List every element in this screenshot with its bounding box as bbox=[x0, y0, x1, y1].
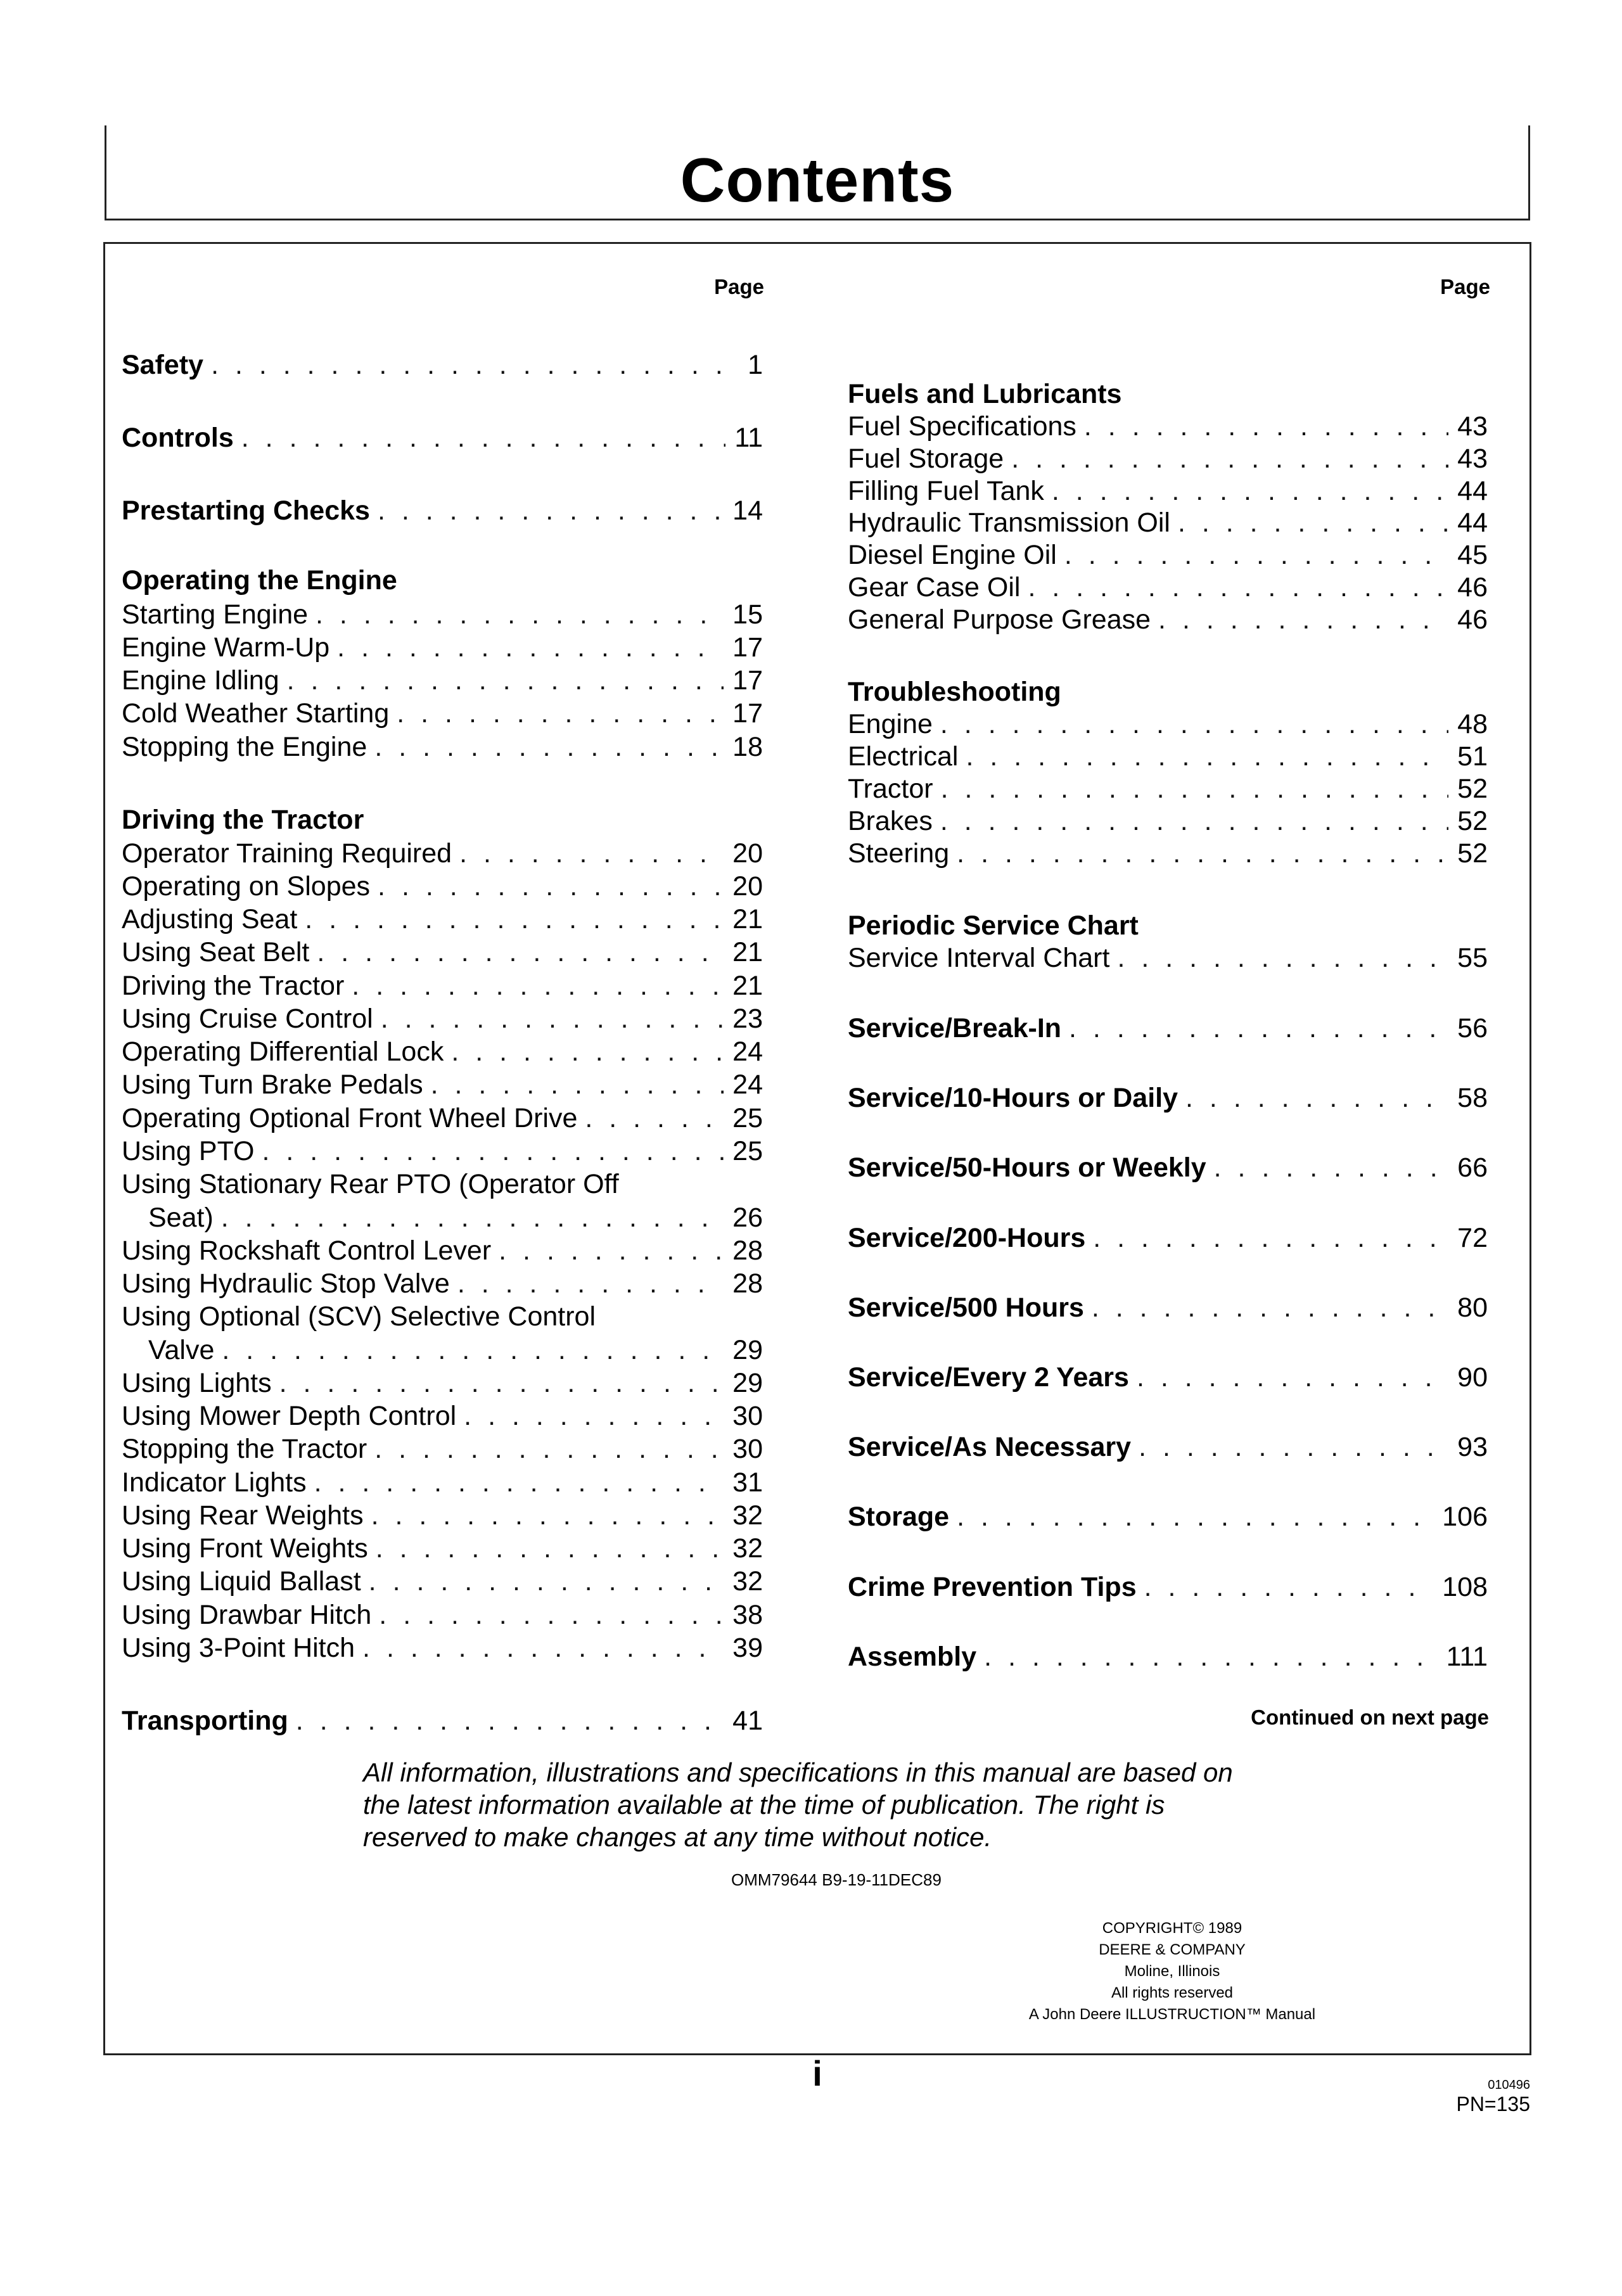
toc-entry-label: Hydraulic Transmission Oil bbox=[848, 507, 1170, 538]
toc-entry-page: 20 bbox=[732, 871, 763, 902]
toc-entry-page: 43 bbox=[1457, 443, 1488, 474]
dot-leader bbox=[431, 1068, 724, 1101]
toc-entry-page: 38 bbox=[732, 1600, 763, 1630]
notice-line: reserved to make changes at any time without notice. bbox=[363, 1822, 992, 1852]
dot-leader bbox=[957, 1500, 1433, 1533]
toc-entry-page: 72 bbox=[1457, 1223, 1488, 1253]
toc-entry[interactable] bbox=[122, 1068, 763, 1101]
toc-entry-label: Driving the Tractor bbox=[122, 971, 345, 1001]
toc-entry[interactable] bbox=[122, 421, 763, 454]
copyright-line: A John Deere ILLUSTRUCTION™ Manual bbox=[1028, 2006, 1316, 2023]
toc-entry-label: Service/10-Hours or Daily bbox=[848, 1083, 1178, 1113]
toc-entry-page: 17 bbox=[732, 665, 763, 696]
toc-entry[interactable] bbox=[122, 1267, 763, 1300]
toc-entry-page: 32 bbox=[732, 1500, 763, 1531]
toc-entry-page: 23 bbox=[732, 1004, 763, 1034]
document-reference: OMM79644 B9-19-11DEC89 bbox=[731, 1870, 942, 1889]
toc-entry-page: 17 bbox=[732, 698, 763, 729]
dot-leader bbox=[940, 805, 1448, 838]
toc-entry-page: 32 bbox=[732, 1566, 763, 1597]
toc-entry-page: 41 bbox=[732, 1706, 763, 1736]
toc-entry-label: Electrical bbox=[848, 741, 959, 772]
dot-leader bbox=[305, 903, 724, 936]
toc-entry-label: Prestarting Checks bbox=[122, 495, 370, 526]
dot-leader bbox=[362, 1631, 724, 1664]
toc-entry-page: 51 bbox=[1457, 741, 1488, 772]
dot-leader bbox=[941, 772, 1449, 805]
toc-entry-page: 80 bbox=[1457, 1292, 1488, 1323]
toc-entry[interactable] bbox=[122, 1532, 763, 1565]
toc-entry-page: 90 bbox=[1457, 1362, 1488, 1393]
toc-section-heading: Troubleshooting bbox=[848, 677, 1061, 707]
toc-entry-page: 21 bbox=[732, 904, 763, 934]
dot-leader bbox=[287, 664, 724, 697]
dot-leader bbox=[1139, 1431, 1448, 1464]
toc-entry-label: Using Front Weights bbox=[122, 1533, 368, 1564]
toc-entry[interactable] bbox=[148, 1334, 763, 1367]
toc-entry-label: Diesel Engine Oil bbox=[848, 540, 1057, 570]
dot-leader bbox=[369, 1565, 724, 1598]
toc-entry-label: Using Rockshaft Control Lever bbox=[122, 1235, 492, 1266]
toc-entry[interactable] bbox=[122, 1704, 763, 1737]
dot-leader bbox=[1064, 539, 1448, 571]
toc-entry-label: Operating on Slopes bbox=[122, 871, 371, 902]
toc-entry[interactable] bbox=[848, 442, 1488, 475]
toc-entry-label: Using Liquid Ballast bbox=[122, 1566, 361, 1597]
dot-leader bbox=[1093, 1221, 1448, 1254]
toc-entry-label: Storage bbox=[848, 1502, 950, 1532]
toc-entry[interactable] bbox=[122, 1466, 763, 1499]
dot-leader bbox=[1144, 1571, 1434, 1604]
toc-entry[interactable] bbox=[848, 805, 1488, 838]
toc-entry-page: 28 bbox=[732, 1235, 763, 1266]
toc-entry-page: 111 bbox=[1446, 1642, 1488, 1672]
toc-entry[interactable] bbox=[848, 1221, 1488, 1254]
dot-leader bbox=[1185, 1081, 1448, 1114]
toc-entry[interactable] bbox=[848, 1431, 1488, 1464]
dot-leader bbox=[378, 494, 724, 527]
toc-entry[interactable] bbox=[848, 772, 1488, 805]
dot-leader bbox=[221, 1201, 724, 1234]
toc-entry-label: Starting Engine bbox=[122, 599, 309, 630]
toc-entry-label: Fuel Storage bbox=[848, 443, 1004, 474]
toc-entry-label: Valve bbox=[148, 1335, 215, 1365]
toc-entry[interactable] bbox=[848, 941, 1488, 974]
toc-entry[interactable] bbox=[122, 730, 763, 763]
dot-leader bbox=[1137, 1361, 1448, 1394]
page-column-header-right: Page bbox=[1440, 275, 1490, 298]
toc-entry-label: Service/50-Hours or Weekly bbox=[848, 1152, 1206, 1183]
toc-entry-label: Cold Weather Starting bbox=[122, 698, 390, 729]
copyright-block bbox=[950, 1918, 1394, 2025]
toc-entry[interactable] bbox=[122, 1400, 763, 1432]
toc-entry-label: Safety bbox=[122, 350, 204, 380]
toc-entry-page: 52 bbox=[1457, 774, 1488, 804]
toc-entry-label: Fuel Specifications bbox=[848, 411, 1076, 442]
toc-entry-page: 52 bbox=[1457, 838, 1488, 869]
toc-entry-page: 66 bbox=[1457, 1152, 1488, 1183]
toc-entry[interactable] bbox=[848, 1081, 1488, 1114]
dot-leader bbox=[966, 740, 1448, 773]
toc-entry[interactable] bbox=[122, 1565, 763, 1598]
toc-entry-page: 39 bbox=[732, 1633, 763, 1663]
dot-leader bbox=[1178, 506, 1448, 539]
toc-entry[interactable] bbox=[122, 494, 763, 527]
toc-entry[interactable] bbox=[848, 539, 1488, 571]
toc-entry-page: 24 bbox=[732, 1036, 763, 1067]
toc-entry[interactable] bbox=[848, 475, 1488, 507]
toc-entry-page: 32 bbox=[732, 1533, 763, 1564]
toc-entry-label: Controls bbox=[122, 423, 234, 453]
toc-entry-label: Service/200-Hours bbox=[848, 1223, 1086, 1253]
toc-entry-label: Using Seat Belt bbox=[122, 937, 310, 967]
toc-entry[interactable] bbox=[848, 571, 1488, 604]
toc-entry[interactable] bbox=[122, 837, 763, 870]
toc-entry-page: 106 bbox=[1442, 1502, 1488, 1532]
dot-leader bbox=[984, 1640, 1437, 1673]
toc-entry-label: Using Stationary Rear PTO (Operator Off bbox=[122, 1169, 619, 1199]
toc-entry-label: Engine Idling bbox=[122, 665, 279, 696]
toc-entry[interactable] bbox=[848, 708, 1488, 741]
toc-entry-label: Service/Break-In bbox=[848, 1013, 1062, 1043]
toc-entry-label: Using Hydraulic Stop Valve bbox=[122, 1268, 450, 1299]
toc-entry-label: Engine bbox=[848, 709, 933, 739]
toc-entry-page: 44 bbox=[1457, 476, 1488, 506]
dot-leader bbox=[279, 1367, 724, 1400]
toc-entry-page: 17 bbox=[732, 632, 763, 663]
toc-entry-label: Crime Prevention Tips bbox=[848, 1572, 1137, 1602]
toc-entry-page: 45 bbox=[1457, 540, 1488, 570]
dot-leader bbox=[397, 697, 724, 730]
toc-entry[interactable] bbox=[848, 506, 1488, 539]
toc-entry-page: 30 bbox=[732, 1434, 763, 1464]
toc-entry[interactable] bbox=[848, 410, 1488, 443]
toc-entry-label: Operating Differential Lock bbox=[122, 1036, 444, 1067]
dot-leader bbox=[1069, 1012, 1448, 1045]
toc-entry[interactable] bbox=[122, 1631, 763, 1664]
dot-leader bbox=[464, 1400, 724, 1432]
dot-leader bbox=[940, 708, 1448, 741]
copyright-line: COPYRIGHT© 1989 bbox=[1102, 1920, 1242, 1937]
toc-entry-label: Service/Every 2 Years bbox=[848, 1362, 1129, 1393]
toc-entry[interactable] bbox=[122, 1102, 763, 1135]
dot-leader bbox=[352, 969, 724, 1002]
toc-entry-label: Steering bbox=[848, 838, 950, 869]
dot-leader bbox=[337, 631, 724, 664]
toc-entry-label: Service/500 Hours bbox=[848, 1292, 1084, 1323]
toc-entry-label: Using Mower Depth Control bbox=[122, 1401, 457, 1431]
dot-leader bbox=[1214, 1151, 1449, 1184]
toc-entry-page: 21 bbox=[732, 937, 763, 967]
dot-leader bbox=[381, 1002, 724, 1035]
toc-entry[interactable] bbox=[122, 1234, 763, 1267]
toc-entry[interactable] bbox=[848, 1291, 1488, 1324]
toc-entry-label: Using Optional (SCV) Selective Control bbox=[122, 1301, 596, 1332]
toc-entry[interactable] bbox=[848, 1151, 1488, 1184]
toc-entry-page: 55 bbox=[1457, 943, 1488, 973]
dot-leader bbox=[316, 598, 724, 631]
notice-line: All information, illustrations and specifications in this manual are based on bbox=[363, 1757, 1233, 1787]
toc-entry[interactable] bbox=[122, 1499, 763, 1532]
toc-entry[interactable] bbox=[122, 1135, 763, 1168]
dot-leader bbox=[1092, 1291, 1448, 1324]
dot-leader bbox=[262, 1135, 724, 1168]
toc-section-heading: Fuels and Lubricants bbox=[848, 379, 1122, 409]
dot-leader bbox=[1084, 410, 1448, 443]
toc-entry-page: 14 bbox=[732, 495, 763, 526]
disclaimer-notice bbox=[363, 1756, 1313, 1853]
toc-entry[interactable] bbox=[848, 1500, 1488, 1533]
toc-entry-label: Operating Optional Front Wheel Drive bbox=[122, 1103, 578, 1133]
dot-leader bbox=[378, 870, 724, 903]
toc-section-heading: Operating the Engine bbox=[122, 565, 397, 596]
toc-entry-label: Filling Fuel Tank bbox=[848, 476, 1044, 506]
toc-entry-page: 58 bbox=[1457, 1083, 1488, 1113]
toc-entry[interactable] bbox=[122, 697, 763, 730]
toc-entry-label: Service/As Necessary bbox=[848, 1432, 1132, 1462]
dot-leader bbox=[296, 1704, 724, 1737]
toc-entry[interactable] bbox=[122, 903, 763, 936]
toc-entry-page: 28 bbox=[732, 1268, 763, 1299]
toc-entry[interactable] bbox=[122, 1598, 763, 1631]
toc-entry-label: Stopping the Tractor bbox=[122, 1434, 367, 1464]
dot-leader bbox=[457, 1267, 724, 1300]
toc-entry[interactable] bbox=[122, 348, 763, 381]
toc-entry[interactable] bbox=[122, 1002, 763, 1035]
toc-entry-page: 31 bbox=[732, 1467, 763, 1498]
title-box bbox=[105, 125, 1530, 220]
toc-entry-page: 93 bbox=[1457, 1432, 1488, 1462]
toc-entry-label: Using Turn Brake Pedals bbox=[122, 1069, 423, 1100]
page-number: i bbox=[812, 2053, 822, 2093]
toc-entry-page: 21 bbox=[732, 971, 763, 1001]
toc-entry-page: 29 bbox=[732, 1368, 763, 1398]
dot-leader bbox=[211, 348, 739, 381]
dot-leader bbox=[1028, 571, 1448, 604]
toc-entry-page: 25 bbox=[732, 1136, 763, 1166]
dot-leader bbox=[379, 1598, 724, 1631]
toc-entry[interactable] bbox=[122, 1367, 763, 1400]
dot-leader bbox=[376, 1532, 724, 1565]
toc-entry-label: Assembly bbox=[848, 1642, 977, 1672]
toc-entry-page: 56 bbox=[1457, 1013, 1488, 1043]
dot-leader bbox=[374, 730, 724, 763]
dot-leader bbox=[222, 1334, 724, 1367]
toc-entry[interactable] bbox=[848, 1640, 1488, 1673]
toc-entry-label: Engine Warm-Up bbox=[122, 632, 330, 663]
toc-entry-page: 30 bbox=[732, 1401, 763, 1431]
dot-leader bbox=[241, 421, 726, 454]
dot-leader bbox=[374, 1432, 724, 1465]
toc-entry-page: 15 bbox=[732, 599, 763, 630]
toc-entry-page: 11 bbox=[734, 423, 763, 453]
toc-entry[interactable] bbox=[148, 1201, 763, 1234]
toc-entry-label: Seat) bbox=[148, 1202, 214, 1233]
dot-leader bbox=[1052, 475, 1448, 507]
toc-entry[interactable] bbox=[848, 1571, 1488, 1604]
toc-entry-label: General Purpose Grease bbox=[848, 604, 1151, 635]
toc-entry[interactable] bbox=[122, 1035, 763, 1068]
dot-leader bbox=[1117, 941, 1448, 974]
toc-entry-page: 20 bbox=[732, 838, 763, 869]
toc-entry[interactable] bbox=[848, 1361, 1488, 1394]
toc-entry-page: 24 bbox=[732, 1069, 763, 1100]
dot-leader bbox=[459, 837, 724, 870]
toc-entry-label: Stopping the Engine bbox=[122, 732, 367, 762]
page-column-header-left: Page bbox=[714, 275, 764, 298]
continued-note: Continued on next page bbox=[1251, 1706, 1489, 1729]
toc-section-heading: Periodic Service Chart bbox=[848, 910, 1139, 941]
toc-entry-page: 108 bbox=[1442, 1572, 1488, 1602]
notice-line: the latest information available at the time of publication. The right is bbox=[363, 1790, 1165, 1820]
toc-entry-label: Using Cruise Control bbox=[122, 1004, 373, 1034]
toc-entry-label: Transporting bbox=[122, 1706, 288, 1736]
toc-entry-page: 48 bbox=[1457, 709, 1488, 739]
dot-leader bbox=[317, 936, 724, 969]
toc-entry-label: Using Rear Weights bbox=[122, 1500, 364, 1531]
toc-entry-page: 26 bbox=[732, 1202, 763, 1233]
toc-entry[interactable] bbox=[848, 837, 1488, 870]
toc-entry-page: 1 bbox=[748, 350, 763, 380]
toc-entry-page: 25 bbox=[732, 1103, 763, 1133]
toc-entry[interactable] bbox=[122, 969, 763, 1002]
toc-entry[interactable] bbox=[122, 870, 763, 903]
toc-entry[interactable] bbox=[848, 740, 1488, 773]
toc-entry-label: Gear Case Oil bbox=[848, 572, 1021, 603]
toc-entry[interactable] bbox=[122, 631, 763, 664]
toc-entry-page: 44 bbox=[1457, 507, 1488, 538]
toc-entry[interactable] bbox=[122, 1432, 763, 1465]
toc-entry-label: Operator Training Required bbox=[122, 838, 452, 869]
toc-entry-page: 18 bbox=[732, 732, 763, 762]
toc-entry[interactable] bbox=[122, 936, 763, 969]
dot-leader bbox=[1158, 603, 1448, 636]
toc-entry[interactable] bbox=[122, 598, 763, 631]
toc-entry[interactable] bbox=[122, 664, 763, 697]
copyright-line: Moline, Illinois bbox=[1124, 1963, 1220, 1980]
toc-entry-label: Service Interval Chart bbox=[848, 943, 1110, 973]
toc-entry-page: 46 bbox=[1457, 572, 1488, 603]
toc-entry[interactable] bbox=[848, 1012, 1488, 1045]
toc-entry-page: 52 bbox=[1457, 806, 1488, 836]
toc-entry-label: Adjusting Seat bbox=[122, 904, 298, 934]
dot-leader bbox=[314, 1466, 724, 1499]
toc-entry-label: Using 3-Point Hitch bbox=[122, 1633, 355, 1663]
footer-pn: PN=135 bbox=[1456, 2093, 1530, 2115]
toc-section-heading: Driving the Tractor bbox=[122, 805, 364, 835]
toc-entry-page: 43 bbox=[1457, 411, 1488, 442]
toc-entry[interactable] bbox=[848, 603, 1488, 636]
toc-entry-page: 46 bbox=[1457, 604, 1488, 635]
toc-entry-label: Using Lights bbox=[122, 1368, 272, 1398]
dot-leader bbox=[957, 837, 1448, 870]
dot-leader bbox=[585, 1102, 724, 1135]
copyright-line: DEERE & COMPANY bbox=[1099, 1941, 1246, 1958]
toc-entry-label: Tractor bbox=[848, 774, 933, 804]
footer-code: 010496 bbox=[1488, 2078, 1530, 2092]
toc-entry-label: Indicator Lights bbox=[122, 1467, 307, 1498]
copyright-line: All rights reserved bbox=[1111, 1984, 1234, 2001]
toc-entry-label: Using PTO bbox=[122, 1136, 255, 1166]
toc-entry-label: Using Drawbar Hitch bbox=[122, 1600, 372, 1630]
page-title: Contents bbox=[680, 145, 955, 215]
dot-leader bbox=[371, 1499, 724, 1532]
dot-leader bbox=[1011, 442, 1448, 475]
toc-entry-label: Brakes bbox=[848, 806, 933, 836]
dot-leader bbox=[499, 1234, 724, 1267]
toc-entry-page: 29 bbox=[732, 1335, 763, 1365]
dot-leader bbox=[451, 1035, 724, 1068]
